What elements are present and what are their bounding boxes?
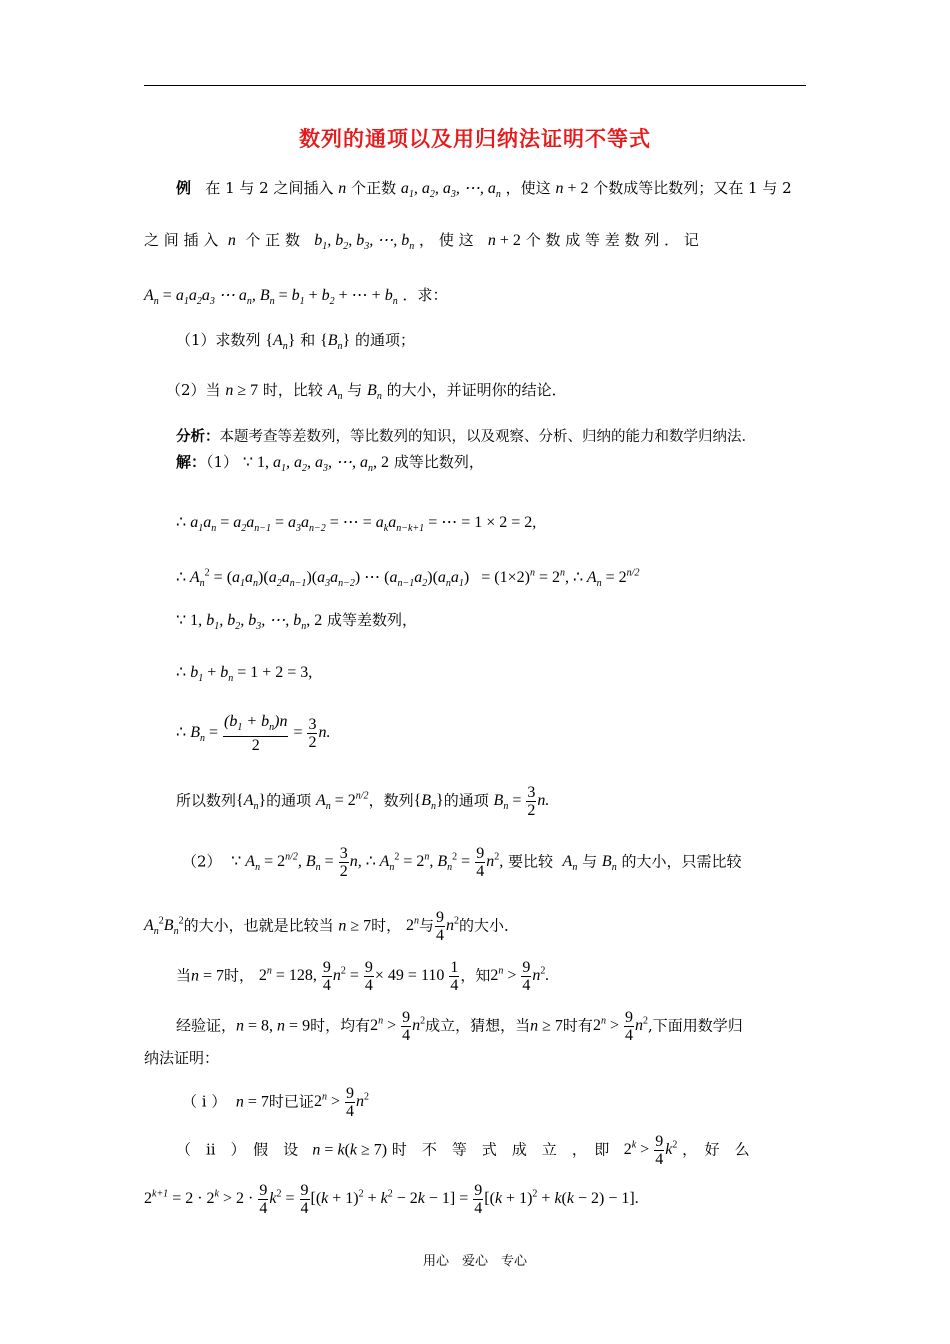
analysis [176,427,756,447]
formula: n [338,180,347,197]
formula: $A_n^2$ [144,916,164,938]
question-text: 时，比较 [262,381,323,399]
example-text: ， 使 这 [419,231,474,249]
header-rule [144,85,806,86]
solution-text: ,下面用数学归 [647,1016,743,1035]
question-text: 的大小，并证明你的结论． [386,381,567,399]
formula: 2$^n$ > $\frac{9}{4}$ $n^2$ [592,1009,648,1045]
solution-line-1 [176,452,484,479]
example-text: 个正数 [351,179,397,197]
example-text: ，使这 [505,179,551,197]
solution-text: 要比较 [507,852,553,871]
formula: $b_1$, $b_2$, $b_3$, ⋯, $b_n$ [314,232,415,253]
formula: 2$^n$ > $\frac{9}{4}$ $n^2$ [370,1009,426,1045]
formula: $a_1$, $a_2$, $a_3$, ⋯, $a_n$ [400,180,501,201]
page-footer: 用心 爱心 专心 [422,1254,527,1269]
formula: $B_n^2$ [163,916,184,938]
question-text: （2）当 [166,381,221,399]
formula: n = 7 [191,967,225,985]
formula: n + 2 [555,180,589,197]
question-2 [166,380,567,407]
solution-text: 的通项 [266,791,312,810]
induction-step-2 [176,1126,750,1170]
formula: ∴ $b_1 + b_n = 1 + 2 = 3$, [176,664,313,685]
formula: $\{B_n\}$ [320,332,351,353]
formula: $A_n = 2^{n/2}$ [315,791,369,813]
part2-line-2 [144,902,519,953]
solution-text: 时， [371,916,402,935]
solution-text: ， 好 么 [682,1140,750,1159]
solution-conclusion [176,778,549,827]
example-text: 在 1 与 2 之间插入 [205,179,334,197]
solution-line-arith [176,610,417,637]
example-text: 之 间 插 入 [144,231,219,249]
solution-text: （ i ） [182,1092,227,1111]
solution-text: 经验证， [176,1016,237,1035]
solution-text: ，数列 [368,791,414,810]
formula: ∴ $A_n^2 = (a_1a_n)(a_2a_{n-1})(a_3a_{n-2})$ ⋯ $(a_{n-1}a_2)(a_na_1)$ = $(1\times 2)^n = 2^n$, ∴ $A_n = 2^{n/2}$ [176,568,640,590]
solution-label: 解： [176,453,207,471]
formula: 2$^n$ = 128, $\frac{9}{4}$ $n^2$ = $\frac{9}{4}$ × 49 = 110 $\frac{1}{4}$ [258,959,459,995]
formula: n ≥ 7 [530,1017,563,1035]
formula: n [227,232,236,249]
analysis-label: 分析： [176,428,220,445]
formula: 2$^n$ > $\frac{9}{4}$ $n^2$ [313,1085,369,1121]
formula: n ≥ 7 [225,382,259,399]
solution-text: 的大小，也就是比较当 [183,916,334,935]
part2-line-5 [144,1048,219,1068]
formula: 2$^n$ [405,916,419,935]
example-text: ．求： [402,286,448,304]
solution-eq-2 [176,564,639,595]
solution-text: 的大小，只需比较 [621,852,742,871]
formula: 2$^n$ > $\frac{9}{4}$ $n^2$. [490,959,550,995]
induction-eq [144,1175,639,1219]
formula: ∵ 1, $a_1$, $a_2$, $a_3$, ⋯, $a_n$, 2 [242,454,390,475]
solution-text: 的通项 [443,791,489,810]
solution-text: （2） [182,852,222,871]
question-text: 与 [347,381,363,399]
solution-text: ，知 [460,966,491,985]
formula: $B_n$ [367,382,382,403]
formula: n = k(k ≥ 7) [312,1141,388,1159]
formula: $\{B_n\}$ [413,792,444,813]
formula: $\frac{9}{4}$ $n^2$ [435,909,459,945]
solution-text: 成等差数列， [326,611,417,629]
solution-text: 当 [176,966,192,985]
part2-line-4 [176,1002,743,1046]
formula: ∵ $A_n = 2^{n/2}$, $B_n$ = $\frac{3}{2}$ n, ∴ $A_n^2 = 2^n$, $B_n^2$ = $\frac{9}{4}$ $n^2$, [231,845,504,881]
solution-text: 与 [582,852,598,871]
page-title: 数列的通项以及用归纳法证明不等式 [299,127,651,151]
formula: $2^{k+1} = 2 \cdot 2^k > 2$ · $\frac{9}{4}$ $k^2$ = $\frac{9}{4}$ $[(k + 1)^2 + k^2 - 2k - 1]$ = $\frac{9}{4}$ $[(k + 1)^2 + k(k - 2) - 1]$. [144,1182,639,1218]
solution-eq-1 [176,512,536,539]
part2-line-3 [176,952,549,996]
solution-text: （ ii ） 假 设 [176,1140,299,1159]
induction-step-1 [182,1078,369,1122]
formula: $\{A_n\}$ [236,792,267,813]
example-label: 例 [176,179,192,197]
solution-text: 所以数列 [176,791,237,810]
formula: $A_n$ [562,853,578,874]
question-1 [176,330,415,357]
solution-text: 成等比数列， [393,453,484,471]
solution-eq-4 [176,712,330,759]
solution-text: （1） [206,453,239,471]
solution-text: 时，均有 [310,1016,371,1035]
formula: ∵ 1, $b_1$, $b_2$, $b_3$, ⋯, $b_n$, 2 [176,612,323,633]
solution-text: 纳法证明： [144,1049,220,1067]
formula: n = 7 [235,1093,269,1111]
formula: n + 2 [487,232,521,249]
formula: n ≥ 7 [338,917,372,935]
example-text: 个 正 数 [245,231,300,249]
formula: 2$^k$ > $\frac{9}{4}$ $k^2$ [623,1133,678,1169]
question-text: 和 [300,331,316,349]
example-line-3 [144,285,448,312]
formula: ∴ $B_n$ = $\frac{(b_1 + b_n)n}{2}$ = $\frac{3}{2}$ n. [176,712,331,754]
analysis-text: 本题考查等差数列，等比数列的知识，以及观察、分析、归纳的能力和数学归纳法． [219,429,756,445]
formula: $A_n = a_1a_2a_3$ ⋯ $a_n$, $B_n = b_1 + b_2$ + ⋯ + $b_n$ [144,287,398,308]
formula: $\{A_n\}$ [265,332,296,353]
formula: $B_n$ [601,853,617,874]
formula: $A_n$ [327,382,343,403]
example-text: 个 数 成 等 差 数 列 ． 记 [525,231,699,249]
example-text: 个数成等比数列；又在 1 与 2 [593,179,792,197]
example-line-1 [176,178,792,205]
question-text: （1）求数列 [176,331,261,349]
solution-text: 的大小． [458,916,519,935]
solution-text: 时 不 等 式 成 立 ， 即 [391,1140,610,1159]
formula: ∴ $a_1a_n = a_2a_{n-1} = a_3a_{n-2}$ = ⋯ = $a_ka_{n-k+1}$ = ⋯ = 1 × 2 = 2, [176,514,537,535]
formula: $B_n$ = $\frac{3}{2}$ n. [493,784,550,820]
solution-text: 时已证 [268,1092,314,1111]
solution-text: 时， [224,966,255,985]
solution-text: 与 [418,916,434,935]
question-text: 的通项； [355,331,416,349]
example-line-2 [144,230,699,257]
solution-text: 成立，猜想，当 [425,1016,531,1035]
formula: n = 8, n = 9 [236,1017,311,1035]
solution-text: 时有 [562,1016,593,1035]
part2-line-1 [182,838,741,889]
solution-eq-3 [176,662,312,689]
